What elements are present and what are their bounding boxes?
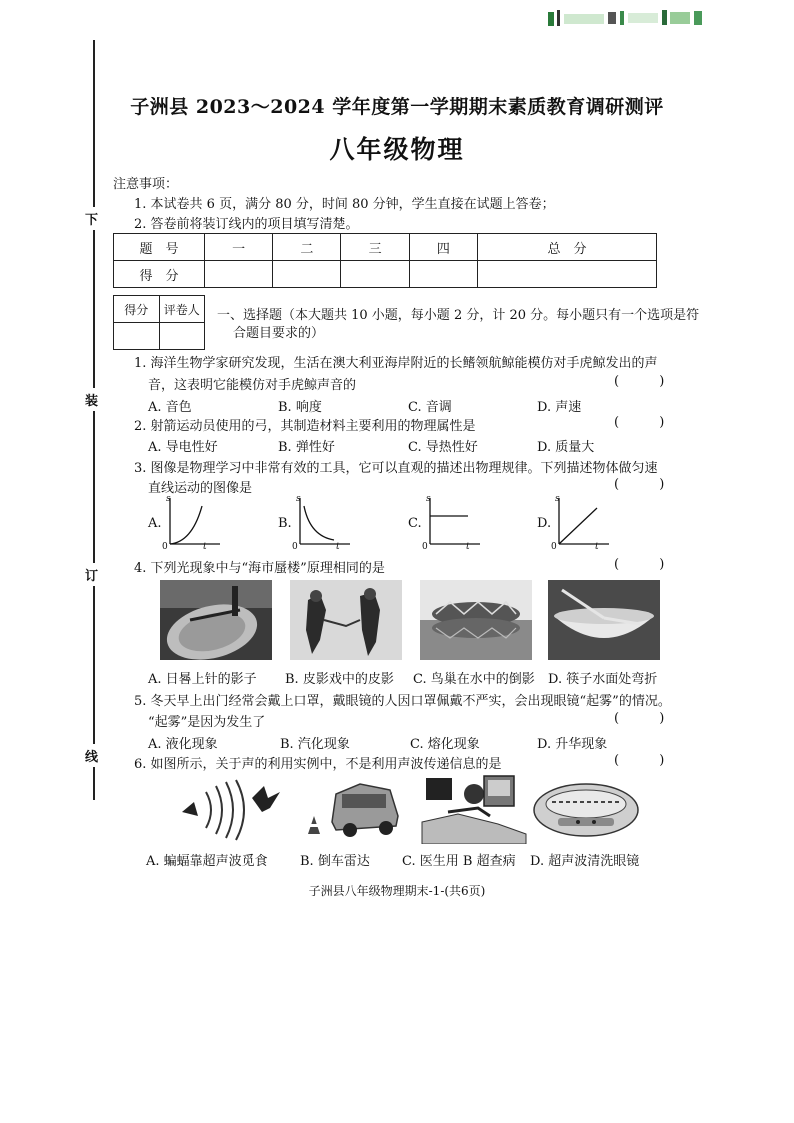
sundial-photo (160, 580, 272, 660)
axis-label-s: s (555, 494, 560, 504)
axis-label-s: s (296, 494, 301, 504)
exam-subject: 八年级物理 (329, 135, 465, 164)
axis-origin: 0 (162, 542, 168, 552)
birds-nest-reflection-photo (420, 580, 532, 660)
score-input-cell[interactable] (273, 261, 341, 288)
question-1-text: 1. 海洋生物学家研究发现，生活在澳大利亚海岸附近的长鳍领航鲸能模仿对手虎鲸发出的声 (134, 356, 658, 371)
q3-option-c-letter[interactable]: C. (408, 516, 422, 531)
grader-score-label: 得分 (114, 296, 160, 323)
answer-bracket[interactable]: ( ) (614, 477, 683, 492)
q5-option-d[interactable]: D. 升华现象 (537, 737, 608, 752)
q5-option-c[interactable]: C. 熔化现象 (410, 737, 480, 752)
score-header-cell: 三 (341, 234, 409, 261)
score-header-cell: 一 (205, 234, 273, 261)
chopstick-bowl-photo (548, 580, 660, 660)
axis-origin: 0 (422, 542, 428, 552)
q6-option-a[interactable]: A. 蝙蝠靠超声波觅食 (146, 854, 268, 869)
q5-option-a[interactable]: A. 液化现象 (148, 737, 218, 752)
q4-option-c[interactable]: C. 鸟巢在水中的倒影 (413, 672, 535, 687)
q3-graph-b[interactable] (292, 496, 352, 548)
q2-option-b[interactable]: B. 弹性好 (278, 440, 335, 455)
note-item-2: 2. 答卷前将装订线内的项目填写清楚。 (134, 217, 359, 232)
score-input-cell[interactable] (409, 261, 477, 288)
answer-bracket[interactable]: ( ) (614, 415, 683, 430)
q6-option-b[interactable]: B. 倒车雷达 (300, 854, 370, 869)
answer-bracket[interactable]: ( ) (614, 711, 683, 726)
corner-barcode-stamp (548, 8, 708, 28)
q6-option-c[interactable]: C. 医生用 B 超查病 (402, 854, 516, 869)
score-input-cell[interactable] (341, 261, 409, 288)
score-header-cell: 总 分 (477, 234, 656, 261)
question-3-text: 3. 图像是物理学习中非常有效的工具，它可以直观的描述出物理规律。下列描述物体做匀速 (134, 461, 658, 476)
q4-option-a[interactable]: A. 日晷上针的影子 (148, 672, 257, 687)
q4-option-d[interactable]: D. 筷子水面处弯折 (548, 672, 658, 687)
q2-option-a[interactable]: A. 导电性好 (148, 440, 218, 455)
binding-char-ding: 订 (85, 563, 98, 586)
axis-label-t: t (466, 542, 470, 552)
q6-option-d[interactable]: D. 超声波清洗眼镜 (530, 854, 640, 869)
question-4-text: 4. 下列光现象中与“海市蜃楼”原理相同的是 (134, 561, 385, 576)
section-heading-cont: 合题目要求的） (233, 326, 325, 341)
b-ultrasound-exam-illustration (418, 772, 530, 844)
section-heading: 一、选择题（本大题共 10 小题，每小题 2 分，计 20 分。每小题只有一个选项是符 (217, 308, 700, 323)
q3-graph-c[interactable] (422, 496, 482, 548)
axis-label-t: t (595, 542, 599, 552)
answer-bracket[interactable]: ( ) (614, 557, 683, 572)
question-6-text: 6. 如图所示，关于声的利用实例中，不是利用声波传递信息的是 (134, 757, 502, 772)
q3-graph-d[interactable] (551, 496, 611, 548)
q5-option-b[interactable]: B. 汽化现象 (280, 737, 350, 752)
q2-option-d[interactable]: D. 质量大 (537, 440, 595, 455)
answer-bracket[interactable]: ( ) (614, 374, 683, 389)
question-1-text-cont: 音，这表明它能模仿对手虎鲸声音的 (148, 378, 357, 393)
question-3-text-cont: 直线运动的图像是 (148, 481, 253, 496)
axis-label-s: s (166, 494, 171, 504)
axis-origin: 0 (292, 542, 298, 552)
reversing-radar-car-illustration (298, 772, 410, 844)
q3-option-d-letter[interactable]: D. (537, 516, 552, 531)
q3-graph-a[interactable] (162, 496, 222, 548)
binding-char-xia: 下 (85, 207, 98, 230)
score-header-cell: 二 (273, 234, 341, 261)
q3-option-a-letter[interactable]: A. (148, 516, 162, 531)
axis-label-s: s (426, 494, 431, 504)
ultrasonic-glasses-cleaner-illustration (530, 772, 642, 844)
score-header-cell: 题 号 (114, 234, 205, 261)
grader-name-input[interactable] (159, 323, 205, 350)
exam-title: 子洲县 2023～2024 学年度第一学期期末素质教育调研测评 (130, 96, 664, 118)
q1-option-b[interactable]: B. 响度 (278, 400, 322, 415)
q1-option-a[interactable]: A. 音色 (148, 400, 192, 415)
grader-name-label: 评卷人 (159, 296, 205, 323)
score-header-cell: 四 (409, 234, 477, 261)
grader-table (113, 295, 205, 350)
q4-option-b[interactable]: B. 皮影戏中的皮影 (285, 672, 394, 687)
binding-char-xian: 线 (85, 744, 98, 767)
axis-origin: 0 (551, 542, 557, 552)
q1-option-c[interactable]: C. 音调 (408, 400, 452, 415)
bat-ultrasound-illustration (172, 772, 284, 844)
axis-label-t: t (203, 542, 207, 552)
answer-bracket[interactable]: ( ) (614, 753, 683, 768)
q3-option-b-letter[interactable]: B. (278, 516, 292, 531)
binding-char-zhuang: 装 (85, 388, 98, 411)
score-table (113, 233, 657, 288)
score-row-label: 得 分 (114, 261, 205, 288)
question-5-text: 5. 冬天早上出门经常会戴上口罩，戴眼镜的人因口罩佩戴不严实，会出现眼镜“起雾”的情况。 (134, 694, 671, 709)
notes-heading: 注意事项： (113, 177, 179, 192)
q1-option-d[interactable]: D. 声速 (537, 400, 582, 415)
page-footer: 子洲县八年级物理期末-1-(共6页) (308, 884, 486, 898)
score-input-cell[interactable] (477, 261, 656, 288)
score-input-cell[interactable] (205, 261, 273, 288)
axis-label-t: t (336, 542, 340, 552)
question-5-text-cont: “起雾”是因为发生了 (148, 715, 266, 730)
note-item-1: 1. 本试卷共 6 页，满分 80 分，时间 80 分钟，学生直接在试题上答卷； (134, 197, 555, 212)
q2-option-c[interactable]: C. 导热性好 (408, 440, 478, 455)
question-2-text: 2. 射箭运动员使用的弓，其制造材料主要利用的物理属性是 (134, 419, 476, 434)
shadow-puppet-photo (290, 580, 402, 660)
grader-score-input[interactable] (114, 323, 160, 350)
